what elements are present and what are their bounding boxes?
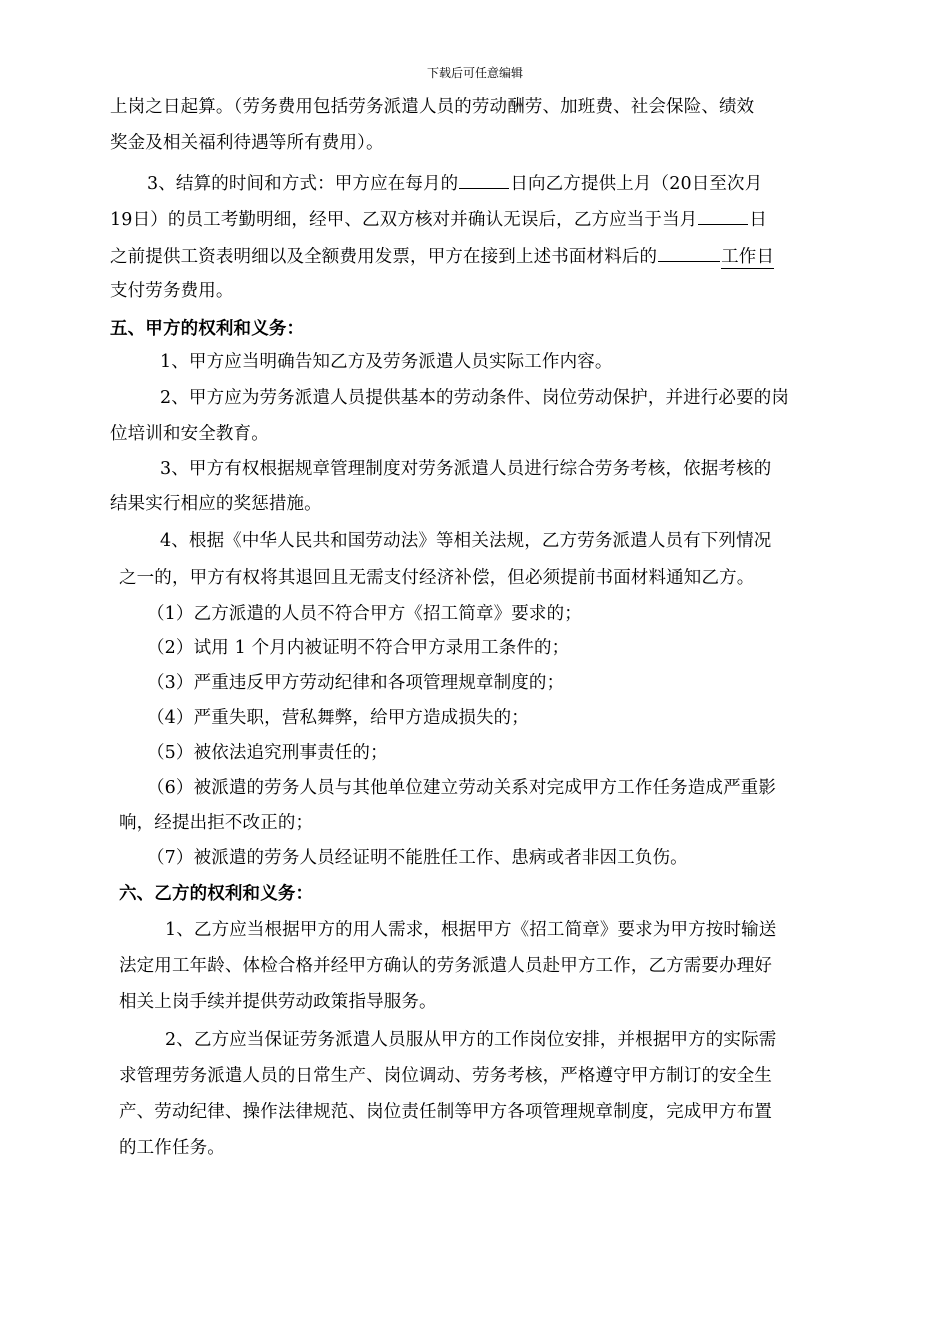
line-segment: 之前提供工资表明细以及全额费用发票，甲方在接到上述书面材料后的	[110, 247, 658, 267]
list-item: （4）严重失职，营私舞弊，给甲方造成损失的；	[147, 708, 529, 728]
list-item: （3）严重违反甲方劳动纪律和各项管理规章制度的；	[147, 673, 565, 693]
paragraph-line: 1、乙方应当根据甲方的用人需求，根据甲方《招工简章》要求为甲方按时输送	[165, 920, 777, 940]
fill-blank	[658, 243, 720, 262]
line-segment: 19日）的员工考勤明细，经甲、乙双方核对并确认无误后，乙方应当于当月	[110, 210, 698, 230]
paragraph-line: 相关上岗手续并提供劳动政策指导服务。	[119, 992, 437, 1012]
paragraph-line: 求管理劳务派遣人员的日常生产、岗位调动、劳务考核，严格遵守甲方制订的安全生	[119, 1066, 773, 1086]
section-heading: 六、乙方的权利和义务：	[119, 884, 314, 904]
line-segment: 日	[749, 210, 768, 230]
fill-blank	[459, 170, 509, 189]
paragraph-line: 4、根据《中华人民共和国劳动法》等相关法规，乙方劳务派遣人员有下列情况	[160, 531, 772, 551]
list-item: （1）乙方派遣的人员不符合甲方《招工简章》要求的；	[147, 604, 582, 624]
list-item: （2）试用 1 个月内被证明不符合甲方录用工条件的；	[147, 638, 570, 658]
paragraph-line: 2、乙方应当保证劳务派遣人员服从甲方的工作岗位安排，并根据甲方的实际需	[165, 1030, 777, 1050]
paragraph-line: 支付劳务费用。	[110, 281, 234, 301]
paragraph-line: 奖金及相关福利待遇等所有费用）。	[110, 133, 384, 153]
paragraph-line	[147, 170, 762, 195]
section-heading: 五、甲方的权利和义务：	[110, 319, 305, 339]
paragraph-line: 位培训和安全教育。	[110, 424, 269, 444]
list-item: 响，经提出拒不改正的；	[119, 813, 314, 833]
list-item: （5）被依法追究刑事责任的；	[147, 743, 388, 763]
paragraph-line: 的工作任务。	[119, 1138, 225, 1158]
list-item: （6）被派遣的劳务人员与其他单位建立劳动关系对完成甲方工作任务造成严重影	[147, 778, 777, 798]
paragraph-line: 上岗之日起算。（劳务费用包括劳务派遣人员的劳动酬劳、加班费、社会保险、绩效	[110, 97, 755, 117]
paragraph-line: 1、甲方应当明确告知乙方及劳务派遣人员实际工作内容。	[160, 352, 613, 372]
underlined-text: 工作日	[721, 247, 775, 267]
paragraph-line	[110, 243, 774, 268]
paragraph-line: 产、劳动纪律、操作法律规范、岗位责任制等甲方各项管理规章制度，完成甲方布置	[119, 1102, 773, 1122]
paragraph-line	[110, 206, 767, 231]
line-segment: 3、结算的时间和方式：甲方应在每月的	[147, 174, 459, 194]
paragraph-line: 3、甲方有权根据规章管理制度对劳务派遣人员进行综合劳务考核，依据考核的	[160, 459, 772, 479]
fill-blank	[698, 206, 748, 225]
list-item: （7）被派遣的劳务人员经证明不能胜任工作、患病或者非因工负伤。	[147, 848, 688, 868]
paragraph-line: 法定用工年龄、体检合格并经甲方确认的劳务派遣人员赴甲方工作，乙方需要办理好	[119, 956, 773, 976]
line-segment: 日向乙方提供上月（20日至次月	[510, 174, 763, 194]
paragraph-line: 2、甲方应为劳务派遣人员提供基本的劳动条件、岗位劳动保护，并进行必要的岗	[160, 388, 790, 408]
paragraph-line: 结果实行相应的奖惩措施。	[110, 494, 322, 514]
page-header: 下载后可任意编辑	[426, 66, 523, 80]
paragraph-line: 之一的，甲方有权将其退回且无需支付经济补偿，但必须提前书面材料通知乙方。	[119, 568, 755, 588]
